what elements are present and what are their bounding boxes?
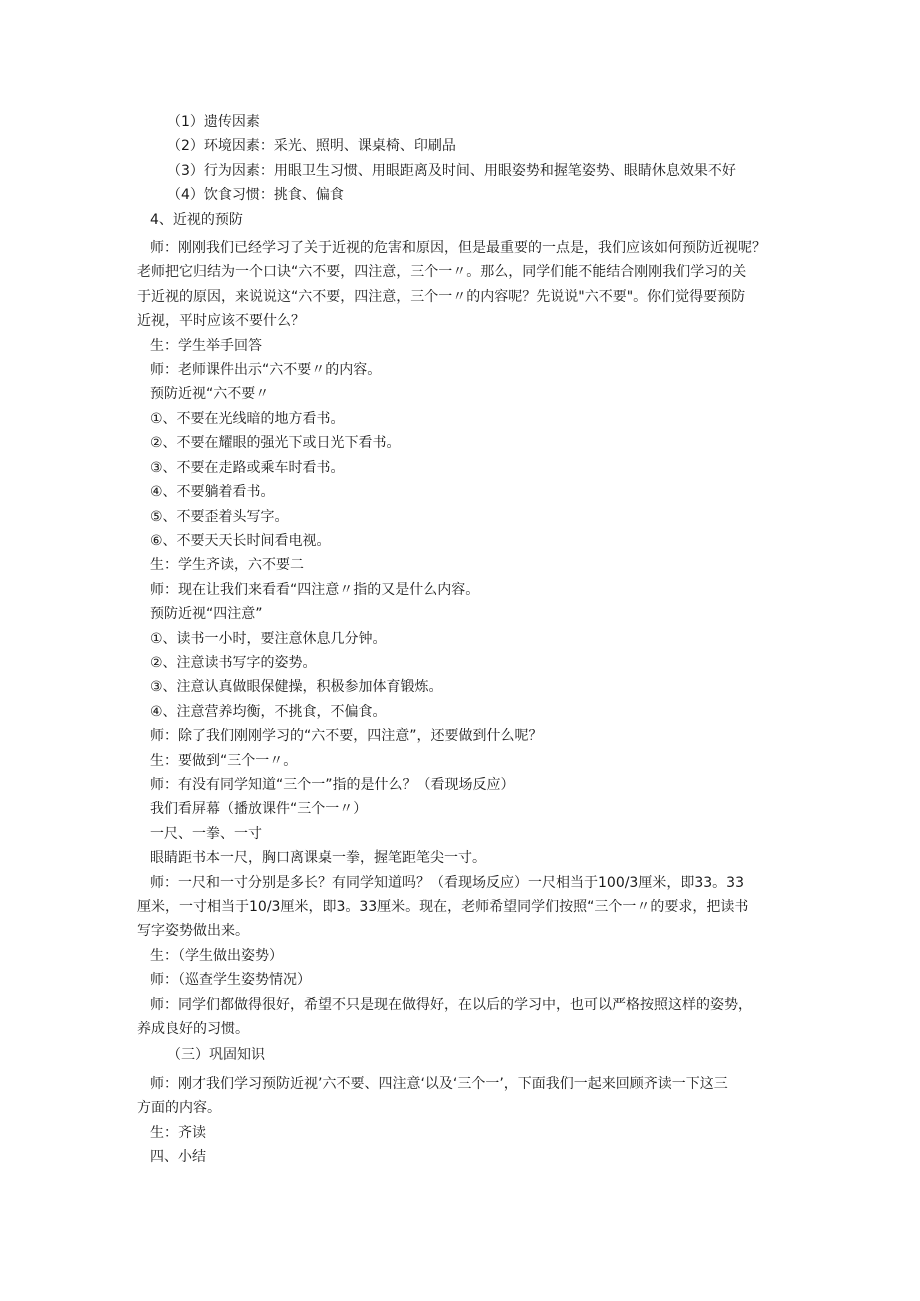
three-one-short: 一尺、一拳、一寸 xyxy=(150,825,262,842)
section-heading-summary: 四、小结 xyxy=(150,1149,206,1166)
dialogue-line: 师：（巡查学生姿势情况） xyxy=(150,972,311,989)
dialogue-line: 师：有没有同学知道“三个一”指的是什么？（看现场反应） xyxy=(150,776,515,793)
dialogue-line: 生：齐读 xyxy=(150,1124,206,1141)
paragraph-line: 于近视的原因，来说说这“六不要，四注意，三个一〃的内容呢？先说说"六不要"。你们觉得要预防 xyxy=(137,288,746,305)
paragraph-line: 老师把它归结为一个口诀“六不要，四注意，三个一〃。那么，同学们能不能结合刚刚我们学习的关 xyxy=(137,264,747,281)
factor-item: （2）环境因素：采光、照明、课桌椅、印刷品 xyxy=(167,138,456,155)
six-dont-item: ③、不要在走路或乘车时看书。 xyxy=(150,459,345,476)
paragraph-line: 师：同学们都做得很好，希望不只是现在做得好，在以后的学习中，也可以严格按照这样的姿势， xyxy=(150,996,752,1013)
factor-item: （3）行为因素：用眼卫生习惯、用眼距离及时间、用眼姿势和握笔姿势、眼睛休息效果不好 xyxy=(167,162,736,179)
paragraph-line: 师：一尺和一寸分别是多长？有同学知道吗？（看现场反应）一尺相当于100/3厘米，即33。33 xyxy=(150,874,744,891)
factor-item: （4）饮食习惯：挑食、偏食 xyxy=(167,187,344,204)
four-attention-title: 预防近视“四注意” xyxy=(150,606,263,623)
dialogue-line: 生：（学生做出姿势） xyxy=(150,947,283,964)
section-heading-prevention: 4、近视的预防 xyxy=(150,211,243,228)
dialogue-line: 生：要做到“三个一〃。 xyxy=(150,752,298,769)
dialogue-line: 生：学生举手回答 xyxy=(150,337,262,354)
dialogue-line: 师：现在让我们来看看“四注意〃指的又是什么内容。 xyxy=(150,581,480,598)
six-dont-item: ②、不要在耀眼的强光下或日光下看书。 xyxy=(150,435,401,452)
paragraph-line: 养成良好的习惯。 xyxy=(137,1021,249,1038)
six-dont-title: 预防近视“六不要〃 xyxy=(150,386,270,403)
paragraph-line: 师：刚才我们学习预防近视’六不要、四注意‘以及‘三个一’，下面我们一起来回顾齐读一下这三 xyxy=(150,1075,728,1092)
four-attention-item: ④、注意营养均衡，不挑食，不偏食。 xyxy=(150,703,387,720)
factor-item: （1）遗传因素 xyxy=(167,114,260,130)
dialogue-line: 生：学生齐读，六不要二 xyxy=(150,557,304,574)
section-heading-consolidate: （三）巩固知识 xyxy=(167,1047,265,1064)
dialogue-line: 我们看屏幕（播放课件“三个一〃） xyxy=(150,801,368,818)
paragraph-line: 近视，平时应该不要什么？ xyxy=(137,313,305,330)
four-attention-item: ③、注意认真做眼保健操，积极参加体育锻炼。 xyxy=(150,679,443,696)
four-attention-item: ②、注意读书写字的姿势。 xyxy=(150,654,317,671)
document-body xyxy=(137,110,787,1169)
dialogue-line: 师：老师课件出示“六不要〃的内容。 xyxy=(150,362,382,379)
paragraph-line: 厘米，一寸相当于10/3厘米，即3。33厘米。现在，老师希望同学们按照“三个一〃的要求，把读书 xyxy=(137,899,749,915)
dialogue-line: 师：除了我们刚刚学习的“六不要，四注意”，还要做到什么呢？ xyxy=(150,728,543,745)
six-dont-item: ④、不要躺着看书。 xyxy=(150,484,275,501)
four-attention-item: ①、读书一小时，要注意休息几分钟。 xyxy=(150,630,387,647)
six-dont-item: ⑥、不要天天长时间看电视。 xyxy=(150,532,331,549)
six-dont-item: ⑤、不要歪着头写字。 xyxy=(150,508,289,525)
paragraph-line: 师：刚刚我们已经学习了关于近视的危害和原因，但是最重要的一点是，我们应该如何预防近视呢？ xyxy=(150,240,766,257)
paragraph-line: 方面的内容。 xyxy=(137,1100,221,1117)
six-dont-item: ①、不要在光线暗的地方看书。 xyxy=(150,410,345,427)
paragraph-line: 写字姿势做出来。 xyxy=(137,923,249,940)
three-one-description: 眼睛距书本一尺，胸口离课桌一拳，握笔距笔尖一寸。 xyxy=(150,850,486,867)
